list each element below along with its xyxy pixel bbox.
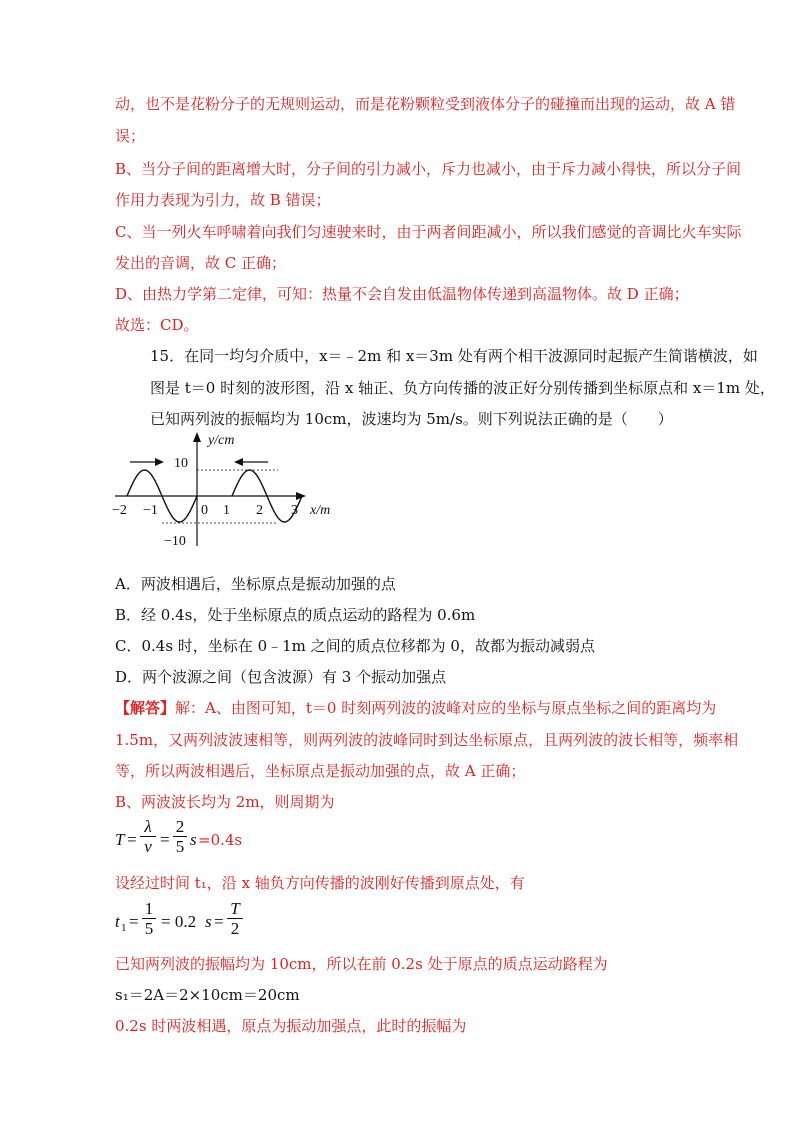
explanation-line: B、当分子间的距离增大时，分子间的引力减小，斥力也减小，由于斥力减小得快，所以分子间 (115, 160, 742, 178)
y-axis-label: y/cm (208, 433, 235, 448)
question-line: 图是 t＝0 时刻的波形图，沿 x 轴正、负方向传播的波正好分别传播到坐标原点和 x＝1m 处， (150, 379, 775, 397)
x-tick-label: 3 (291, 503, 298, 518)
x-tick-label: −2 (112, 503, 127, 518)
wave-figure (110, 428, 360, 550)
explanation-line: C、当一列火车呼啸着向我们匀速驶来时，由于两者间距减小，所以我们感觉的音调比火车实际 (115, 223, 742, 241)
eq-sign: = (129, 912, 139, 931)
answer-line: 等，所以两波相遇后，坐标原点是振动加强的点，故 A 正确； (115, 762, 526, 780)
explanation-line: 发出的音调，故 C 正确； (115, 254, 287, 272)
explanation-line: 作用力表现为引力，故 B 错误； (115, 191, 331, 209)
fraction: $\frac{T}{2}$ (227, 900, 243, 939)
arrow-right-head (155, 458, 164, 466)
arrow-left-head (234, 458, 243, 466)
answer-line: 1.5m，又两列波波速相等，则两列波的波峰同时到达坐标原点，且两列波的波长相等，频率相 (115, 731, 739, 749)
eq-result: =0.4s (198, 831, 243, 849)
explanation-line: D、由热力学第二定律，可知：热量不会自发由低温物体传递到高温物体。故 D 正确； (115, 285, 689, 303)
option-d: D．两个波源之间（包含波源）有 3 个振动加强点 (115, 668, 447, 686)
x-axis-label: x/m (310, 503, 331, 518)
tick-label-10: 10 (174, 456, 188, 471)
eq-sign: = (127, 830, 137, 849)
eq-sign: = (214, 912, 224, 931)
eq-value: = 0.2 (161, 912, 197, 931)
answer-line: 已知两列波的振幅均为 10cm，所以在前 0.2s 处于原点的质点运动路程为 (115, 955, 608, 973)
answer-line: 0.2s 时两波相遇，原点为振动加强点，此时的振幅为 (115, 1017, 467, 1035)
option-b: B．经 0.4s，处于坐标原点的质点运动的路程为 0.6m (115, 606, 476, 624)
eq-unit: s (205, 912, 212, 931)
explanation-line: 动，也不是花粉分子的无规则运动，而是花粉颗粒受到液体分子的碰撞而出现的运动，故 A 错 (115, 95, 736, 113)
x-tick-label: −1 (143, 503, 158, 518)
explanation-line: 故选：CD。 (115, 316, 199, 334)
answer-text: 解：A、由图可知，t＝0 时刻两列波的波峰对应的坐标与原点坐标之间的距离均为 (175, 699, 717, 717)
eq-subscript: 1 (121, 922, 127, 934)
y-axis-arrow (193, 432, 201, 442)
question-line: 已知两列波的振幅均为 10cm，波速均为 5m/s。则下列说法正确的是（ ） (150, 410, 673, 428)
answer-line: s₁＝2A＝2×10cm＝20cm (115, 986, 300, 1004)
tick-label-neg10: −10 (164, 534, 186, 549)
fraction: $\frac{1}{5}$ (142, 900, 156, 939)
eq-sign: = (160, 830, 170, 849)
answer-line: 设经过时间 t₁，沿 x 轴负方向传播的波刚好传播到原点处，有 (115, 874, 525, 892)
x-tick-label: 1 (223, 503, 230, 518)
equation-time (115, 900, 335, 944)
eq-symbol: t (115, 912, 120, 931)
x-tick-label: 2 (256, 503, 263, 518)
option-a: A．两波相遇后，坐标原点是振动加强的点 (115, 575, 396, 593)
answer-line-1 (115, 698, 716, 718)
question-line: 15．在同一均匀介质中，x＝﹣2m 和 x＝3m 处有两个相干波源同时起振产生简谐横波，如 (150, 347, 758, 365)
explanation-line: 误； (115, 127, 146, 145)
answer-line: B、两波波长均为 2m，则周期为 (115, 793, 335, 811)
x-tick-label: 0 (201, 503, 208, 518)
answer-tag: 【解答】 (115, 699, 176, 717)
fraction: $\frac{2}{5}$ (173, 818, 187, 857)
option-c: C．0.4s 时，坐标在 0﹣1m 之间的质点位移都为 0，故都为振动减弱点 (115, 637, 595, 655)
eq-unit: s (190, 830, 197, 849)
equation-period (115, 818, 315, 862)
fraction: $\frac{\lambda}{v}$ (140, 818, 156, 857)
eq-symbol: T (115, 830, 125, 849)
